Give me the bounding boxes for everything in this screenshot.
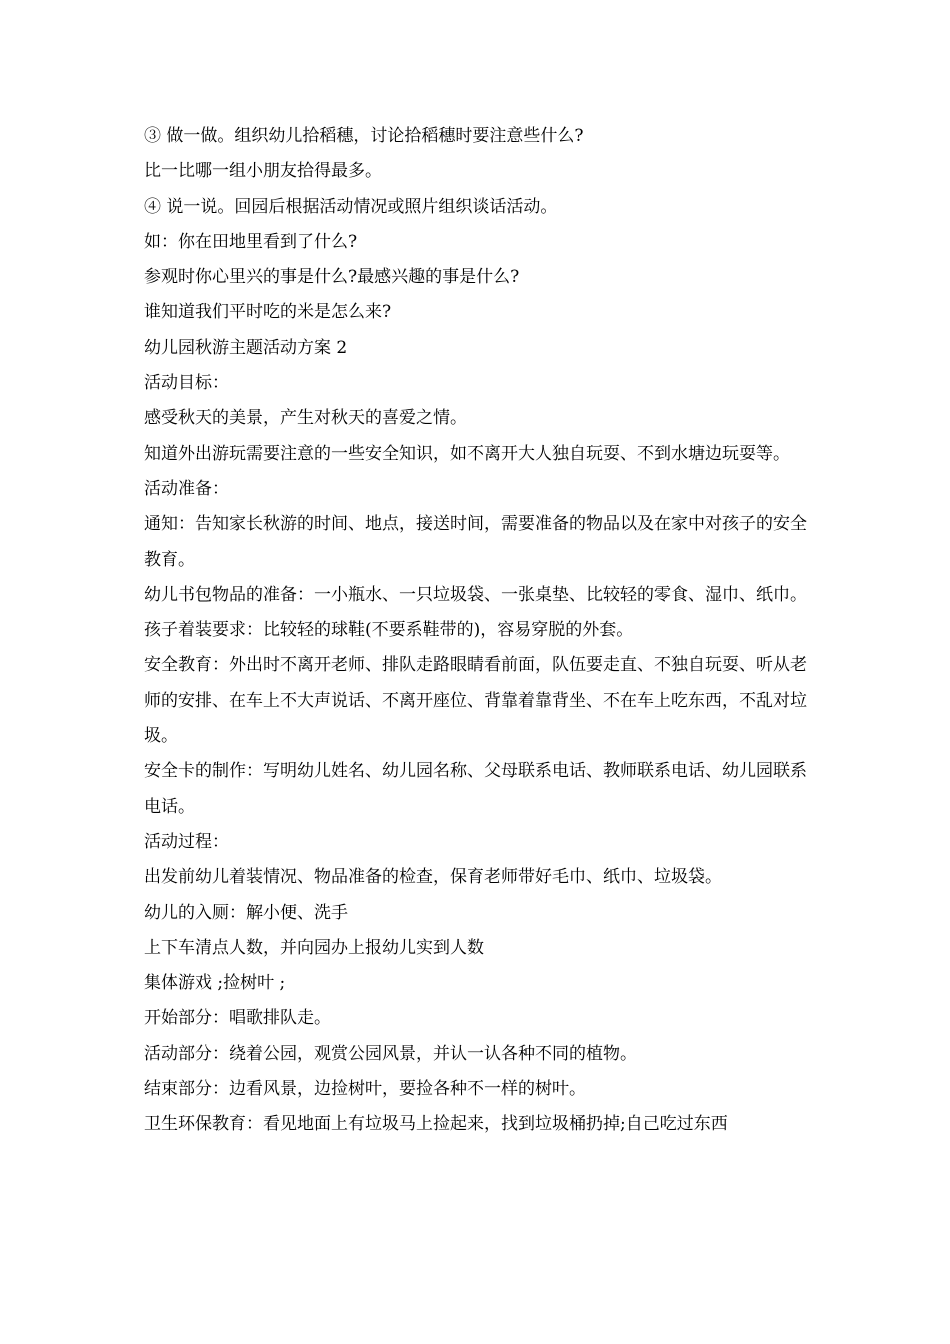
- paragraph-question-rice: 谁知道我们平时吃的米是怎么来?: [144, 302, 392, 323]
- paragraph-example-question: 如：你在田地里看到了什么?: [144, 231, 358, 252]
- paragraph-clothing: 孩子着装要求：比较轻的球鞋(不要系鞋带的)，容易穿脱的外套。: [144, 620, 634, 641]
- paragraph-end-part: 结束部分：边看风景，边捡树叶，要捡各种不一样的树叶。: [144, 1079, 586, 1100]
- paragraph-safety-card: 安全卡的制作：写明幼儿姓名、幼儿园名称、父母联系电话、教师联系电话、幼儿园联系电话。: [144, 761, 807, 817]
- paragraph-compare: 比一比哪一组小朋友拾得最多。: [144, 161, 382, 182]
- paragraph-activity-part: 活动部分：绕着公园，观赏公园风景，并认一认各种不同的植物。: [144, 1043, 637, 1064]
- paragraph-group-game: 集体游戏 ;捡树叶 ;: [144, 973, 286, 994]
- section-title-plan-2: 幼儿园秋游主题活动方案 2: [144, 337, 348, 358]
- paragraph-headcount: 上下车清点人数，并向园办上报幼儿实到人数: [144, 937, 484, 958]
- document-body: [144, 119, 808, 1143]
- heading-activity-goals: 活动目标：: [144, 373, 229, 394]
- paragraph-goal-1: 感受秋天的美景，产生对秋天的喜爱之情。: [144, 408, 467, 429]
- paragraph-question-interest: 参观时你心里兴的事是什么?最感兴趣的事是什么?: [144, 267, 520, 288]
- paragraph-departure-check: 出发前幼儿着装情况、物品准备的检查，保育老师带好毛巾、纸巾、垃圾袋。: [144, 867, 722, 888]
- paragraph-notice: 通知：告知家长秋游的时间、地点，接送时间，需要准备的物品以及在家中对孩子的安全教育。: [144, 514, 807, 570]
- heading-activity-preparation: 活动准备：: [144, 478, 229, 499]
- paragraph-start-part: 开始部分：唱歌排队走。: [144, 1008, 331, 1029]
- heading-activity-process: 活动过程：: [144, 831, 229, 852]
- paragraph-step-3: ③ 做一做。组织幼儿拾稻穗，讨论拾稻穗时要注意些什么?: [144, 126, 584, 146]
- paragraph-backpack-items: 幼儿书包物品的准备：一小瓶水、一只垃圾袋、一张桌垫、比较轻的零食、湿巾、纸巾。: [144, 584, 807, 605]
- paragraph-toilet: 幼儿的入厕：解小便、洗手: [144, 902, 348, 923]
- paragraph-safety-education: 安全教育：外出时不离开老师、排队走路眼睛看前面，队伍要走直、不独自玩耍、听从老师的安排、在车上不大声说话、不离开座位、背靠着靠背坐、不在车上吃东西，不乱对垃圾。: [144, 655, 807, 747]
- paragraph-hygiene-education: 卫生环保教育：看见地面上有垃圾马上捡起来，找到垃圾桶扔掉;自己吃过东西: [144, 1114, 728, 1135]
- paragraph-goal-2: 知道外出游玩需要注意的一些安全知识，如不离开大人独自玩耍、不到水塘边玩耍等。: [144, 443, 790, 464]
- paragraph-step-4: ④ 说一说。回园后根据活动情况或照片组织谈话活动。: [144, 196, 558, 217]
